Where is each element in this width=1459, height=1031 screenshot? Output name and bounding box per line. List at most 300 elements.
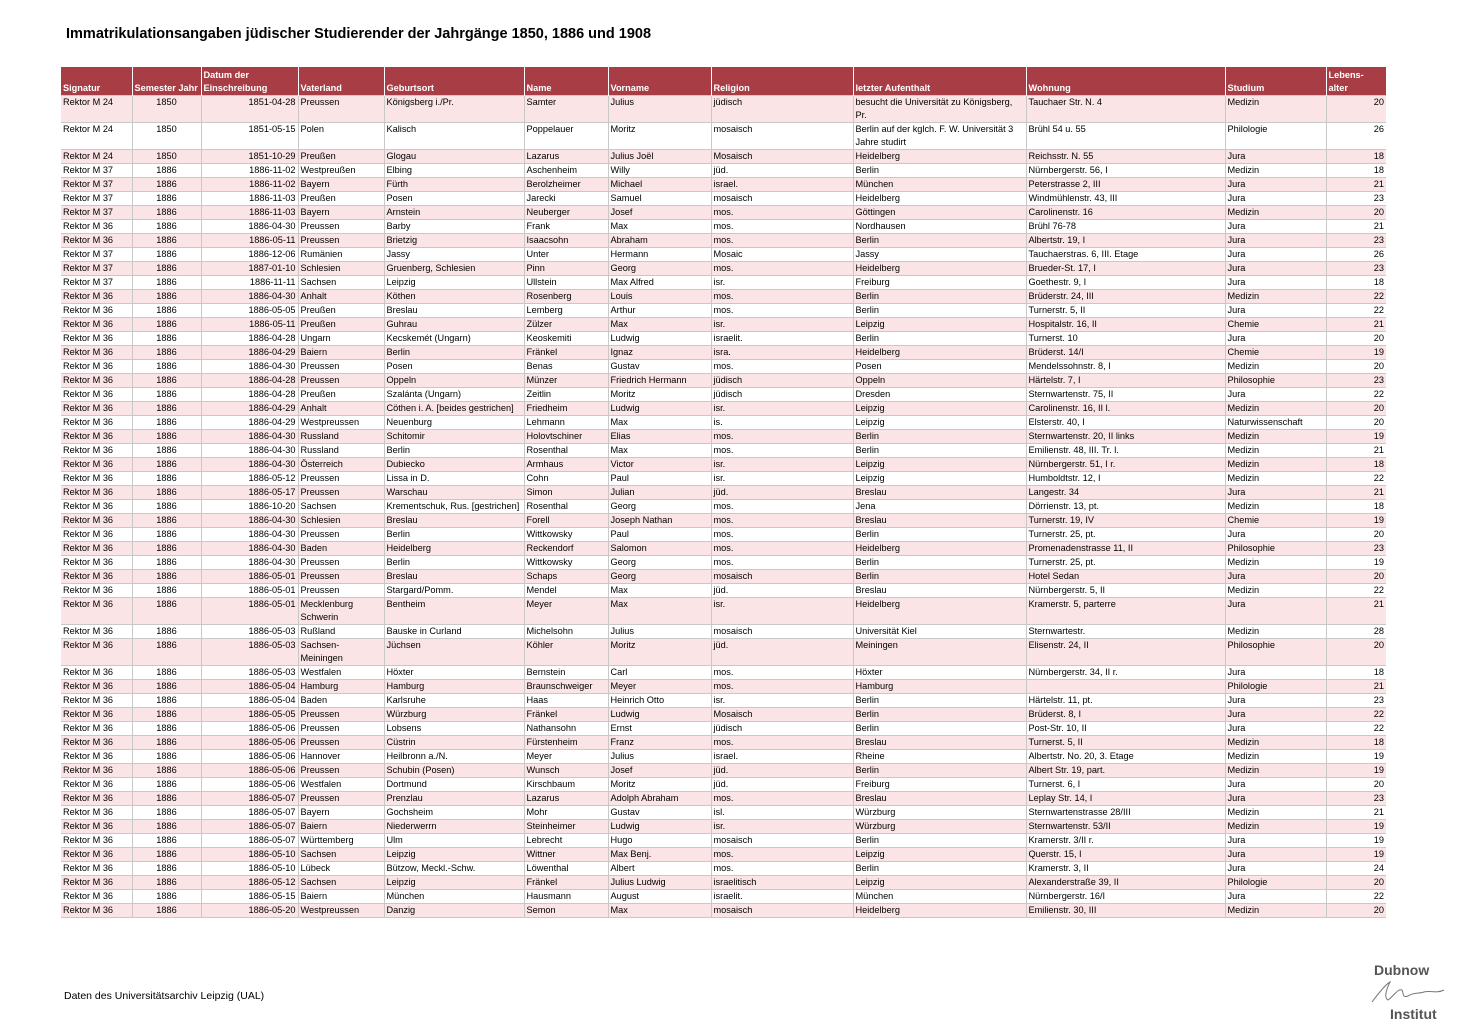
cell-wohnung: Post-Str. 10, II bbox=[1026, 722, 1225, 736]
cell-studium: Medizin bbox=[1225, 472, 1326, 486]
cell-geburtsort: Guhrau bbox=[384, 318, 524, 332]
cell-vaterland: Preussen bbox=[298, 764, 384, 778]
cell-vorname: Moritz bbox=[608, 639, 711, 666]
cell-vaterland: Baiern bbox=[298, 820, 384, 834]
cell-vaterland: Sachsen-Meiningen bbox=[298, 639, 384, 666]
cell-datum: 1886-04-30 bbox=[201, 360, 298, 374]
cell-semester: 1886 bbox=[132, 722, 201, 736]
cell-religion: mos. bbox=[711, 304, 853, 318]
cell-religion: mos. bbox=[711, 680, 853, 694]
cell-name: Schaps bbox=[524, 570, 608, 584]
cell-semester: 1886 bbox=[132, 750, 201, 764]
cell-signatur: Rektor M 37 bbox=[61, 276, 132, 290]
cell-signatur: Rektor M 36 bbox=[61, 778, 132, 792]
cell-wohnung: Mendelssohnstr. 8, I bbox=[1026, 360, 1225, 374]
cell-studium: Medizin bbox=[1225, 360, 1326, 374]
cell-vorname: Michael bbox=[608, 178, 711, 192]
cell-datum: 1887-01-10 bbox=[201, 262, 298, 276]
cell-vorname: Arthur bbox=[608, 304, 711, 318]
cell-name: Holovtschiner bbox=[524, 430, 608, 444]
cell-studium: Jura bbox=[1225, 834, 1326, 848]
cell-aufenthalt: Leipzig bbox=[853, 876, 1026, 890]
cell-signatur: Rektor M 36 bbox=[61, 904, 132, 918]
cell-geburtsort: Leipzig bbox=[384, 848, 524, 862]
col-header-religion: Religion bbox=[711, 67, 853, 96]
cell-datum: 1886-05-06 bbox=[201, 764, 298, 778]
cell-studium: Jura bbox=[1225, 332, 1326, 346]
cell-vaterland: Preussen bbox=[298, 708, 384, 722]
cell-vorname: Georg bbox=[608, 570, 711, 584]
cell-studium: Jura bbox=[1225, 192, 1326, 206]
table-row bbox=[61, 750, 1386, 764]
cell-geburtsort: Schitomir bbox=[384, 430, 524, 444]
cell-datum: 1886-05-17 bbox=[201, 486, 298, 500]
cell-alter: 19 bbox=[1326, 556, 1386, 570]
cell-studium: Medizin bbox=[1225, 556, 1326, 570]
cell-vorname: Moritz bbox=[608, 778, 711, 792]
cell-alter: 19 bbox=[1326, 820, 1386, 834]
table-row bbox=[61, 666, 1386, 680]
cell-religion: mosaisch bbox=[711, 123, 853, 150]
cell-geburtsort: Prenzlau bbox=[384, 792, 524, 806]
table-row bbox=[61, 318, 1386, 332]
col-header-aufenthalt: letzter Aufenthalt bbox=[853, 67, 1026, 96]
col-header-semester: Semester Jahr bbox=[132, 67, 201, 96]
cell-name: Hausmann bbox=[524, 890, 608, 904]
cell-vorname: Georg bbox=[608, 262, 711, 276]
table-row bbox=[61, 764, 1386, 778]
cell-wohnung: Nürnbergerstr. 51, I r. bbox=[1026, 458, 1225, 472]
cell-alter: 20 bbox=[1326, 639, 1386, 666]
cell-datum: 1886-04-28 bbox=[201, 388, 298, 402]
cell-aufenthalt: Posen bbox=[853, 360, 1026, 374]
cell-wohnung: Nürnbergerstr. 34, II r. bbox=[1026, 666, 1225, 680]
cell-studium: Philosophie bbox=[1225, 374, 1326, 388]
cell-religion: mos. bbox=[711, 500, 853, 514]
cell-aufenthalt: Würzburg bbox=[853, 806, 1026, 820]
cell-aufenthalt: Rheine bbox=[853, 750, 1026, 764]
cell-signatur: Rektor M 36 bbox=[61, 332, 132, 346]
cell-name: Lebrecht bbox=[524, 834, 608, 848]
table-row bbox=[61, 248, 1386, 262]
cell-semester: 1886 bbox=[132, 346, 201, 360]
cell-name: Semon bbox=[524, 904, 608, 918]
cell-studium: Jura bbox=[1225, 262, 1326, 276]
cell-vaterland: Preussen bbox=[298, 486, 384, 500]
cell-aufenthalt: Göttingen bbox=[853, 206, 1026, 220]
cell-name: Mohr bbox=[524, 806, 608, 820]
cell-wohnung: Leplay Str. 14, I bbox=[1026, 792, 1225, 806]
cell-vorname: Max bbox=[608, 220, 711, 234]
cell-studium: Medizin bbox=[1225, 750, 1326, 764]
table-row bbox=[61, 680, 1386, 694]
cell-vorname: Josef bbox=[608, 764, 711, 778]
cell-vorname: Ernst bbox=[608, 722, 711, 736]
cell-name: Meyer bbox=[524, 750, 608, 764]
cell-religion: isr. bbox=[711, 820, 853, 834]
cell-vaterland: Lübeck bbox=[298, 862, 384, 876]
cell-datum: 1886-05-07 bbox=[201, 820, 298, 834]
cell-religion: mos. bbox=[711, 792, 853, 806]
cell-studium: Jura bbox=[1225, 778, 1326, 792]
cell-semester: 1886 bbox=[132, 708, 201, 722]
table-row bbox=[61, 192, 1386, 206]
cell-wohnung: Turnerstr. 25, pt. bbox=[1026, 556, 1225, 570]
cell-wohnung: Albertstr. No. 20, 3. Etage bbox=[1026, 750, 1225, 764]
cell-geburtsort: Kalisch bbox=[384, 123, 524, 150]
cell-religion: isl. bbox=[711, 806, 853, 820]
cell-studium: Jura bbox=[1225, 234, 1326, 248]
cell-signatur: Rektor M 36 bbox=[61, 736, 132, 750]
cell-datum: 1886-04-30 bbox=[201, 528, 298, 542]
cell-vorname: Adolph Abraham bbox=[608, 792, 711, 806]
cell-geburtsort: Arnstein bbox=[384, 206, 524, 220]
cell-studium: Jura bbox=[1225, 248, 1326, 262]
cell-geburtsort: Stargard/Pomm. bbox=[384, 584, 524, 598]
cell-studium: Medizin bbox=[1225, 402, 1326, 416]
table-row bbox=[61, 514, 1386, 528]
cell-geburtsort: München bbox=[384, 890, 524, 904]
table-row bbox=[61, 778, 1386, 792]
cell-datum: 1886-04-29 bbox=[201, 402, 298, 416]
cell-semester: 1886 bbox=[132, 360, 201, 374]
table-row bbox=[61, 472, 1386, 486]
cell-geburtsort: Warschau bbox=[384, 486, 524, 500]
cell-vorname: Georg bbox=[608, 556, 711, 570]
cell-vaterland: Bayern bbox=[298, 806, 384, 820]
cell-semester: 1886 bbox=[132, 500, 201, 514]
cell-datum: 1886-04-30 bbox=[201, 542, 298, 556]
cell-geburtsort: Karlsruhe bbox=[384, 694, 524, 708]
cell-alter: 18 bbox=[1326, 736, 1386, 750]
cell-geburtsort: Posen bbox=[384, 192, 524, 206]
col-header-datum bbox=[201, 67, 298, 96]
cell-vaterland: Sachsen bbox=[298, 876, 384, 890]
cell-geburtsort: Cöthen i. A. [beides gestrichen] bbox=[384, 402, 524, 416]
cell-signatur: Rektor M 36 bbox=[61, 680, 132, 694]
cell-aufenthalt: Berlin bbox=[853, 722, 1026, 736]
cell-alter: 22 bbox=[1326, 708, 1386, 722]
cell-vaterland: Preussen bbox=[298, 584, 384, 598]
cell-signatur: Rektor M 36 bbox=[61, 430, 132, 444]
cell-datum: 1886-04-30 bbox=[201, 556, 298, 570]
cell-name: Pinn bbox=[524, 262, 608, 276]
cell-religion: mos. bbox=[711, 736, 853, 750]
cell-studium: Medizin bbox=[1225, 806, 1326, 820]
cell-name: Wittkowsky bbox=[524, 528, 608, 542]
cell-signatur: Rektor M 36 bbox=[61, 290, 132, 304]
cell-semester: 1886 bbox=[132, 904, 201, 918]
cell-vaterland: Baiern bbox=[298, 346, 384, 360]
cell-signatur: Rektor M 36 bbox=[61, 458, 132, 472]
table-row bbox=[61, 388, 1386, 402]
table-row bbox=[61, 332, 1386, 346]
cell-datum: 1886-11-03 bbox=[201, 206, 298, 220]
cell-datum: 1886-05-03 bbox=[201, 625, 298, 639]
cell-vaterland: Bayern bbox=[298, 206, 384, 220]
cell-wohnung: Querstr. 15, I bbox=[1026, 848, 1225, 862]
cell-name: Berolzheimer bbox=[524, 178, 608, 192]
cell-geburtsort: Gochsheim bbox=[384, 806, 524, 820]
col-header-datum-line1: Datum der bbox=[203, 70, 249, 80]
cell-name: Reckendorf bbox=[524, 542, 608, 556]
cell-datum: 1886-05-06 bbox=[201, 722, 298, 736]
cell-name: Kirschbaum bbox=[524, 778, 608, 792]
cell-datum: 1886-04-30 bbox=[201, 290, 298, 304]
cell-signatur: Rektor M 36 bbox=[61, 820, 132, 834]
cell-religion: mos. bbox=[711, 542, 853, 556]
cell-religion: isr. bbox=[711, 276, 853, 290]
cell-geburtsort: Brietzig bbox=[384, 234, 524, 248]
cell-aufenthalt: Meiningen bbox=[853, 639, 1026, 666]
cell-vaterland: Preußen bbox=[298, 388, 384, 402]
cell-studium: Philosophie bbox=[1225, 639, 1326, 666]
cell-signatur: Rektor M 36 bbox=[61, 416, 132, 430]
cell-wohnung: Albert Str. 19, part. bbox=[1026, 764, 1225, 778]
cell-semester: 1886 bbox=[132, 290, 201, 304]
cell-vaterland: Westpreußen bbox=[298, 164, 384, 178]
cell-vaterland: Sachsen bbox=[298, 500, 384, 514]
cell-datum: 1886-05-15 bbox=[201, 890, 298, 904]
cell-religion: mos. bbox=[711, 514, 853, 528]
table-row bbox=[61, 876, 1386, 890]
cell-vaterland: Preußen bbox=[298, 304, 384, 318]
table-row bbox=[61, 416, 1386, 430]
cell-semester: 1886 bbox=[132, 848, 201, 862]
cell-alter: 20 bbox=[1326, 876, 1386, 890]
cell-signatur: Rektor M 36 bbox=[61, 444, 132, 458]
table-row bbox=[61, 806, 1386, 820]
cell-geburtsort: Köthen bbox=[384, 290, 524, 304]
cell-name: Zülzer bbox=[524, 318, 608, 332]
cell-studium: Medizin bbox=[1225, 444, 1326, 458]
cell-aufenthalt: München bbox=[853, 890, 1026, 904]
cell-signatur: Rektor M 36 bbox=[61, 625, 132, 639]
cell-vaterland: Anhalt bbox=[298, 402, 384, 416]
cell-signatur: Rektor M 36 bbox=[61, 374, 132, 388]
cell-wohnung: Elisenstr. 24, II bbox=[1026, 639, 1225, 666]
cell-religion: mos. bbox=[711, 528, 853, 542]
cell-semester: 1886 bbox=[132, 318, 201, 332]
cell-studium: Medizin bbox=[1225, 96, 1326, 123]
cell-name: Rosenberg bbox=[524, 290, 608, 304]
cell-geburtsort: Posen bbox=[384, 360, 524, 374]
table-row bbox=[61, 890, 1386, 904]
cell-alter: 18 bbox=[1326, 458, 1386, 472]
cell-signatur: Rektor M 36 bbox=[61, 708, 132, 722]
cell-vorname: Joseph Nathan bbox=[608, 514, 711, 528]
cell-signatur: Rektor M 37 bbox=[61, 206, 132, 220]
cell-alter: 26 bbox=[1326, 123, 1386, 150]
cell-signatur: Rektor M 36 bbox=[61, 834, 132, 848]
cell-wohnung: Turnerstr. 5, II bbox=[1026, 304, 1225, 318]
cell-signatur: Rektor M 37 bbox=[61, 192, 132, 206]
cell-studium: Jura bbox=[1225, 792, 1326, 806]
cell-semester: 1886 bbox=[132, 876, 201, 890]
cell-vorname: Franz bbox=[608, 736, 711, 750]
cell-alter: 20 bbox=[1326, 778, 1386, 792]
cell-name: Lazarus bbox=[524, 150, 608, 164]
cell-vaterland: Preussen bbox=[298, 736, 384, 750]
cell-geburtsort: Bentheim bbox=[384, 598, 524, 625]
cell-name: Lemberg bbox=[524, 304, 608, 318]
cell-wohnung: Turnerst. 5, II bbox=[1026, 736, 1225, 750]
cell-signatur: Rektor M 36 bbox=[61, 388, 132, 402]
cell-name: Frank bbox=[524, 220, 608, 234]
cell-aufenthalt: Heidelberg bbox=[853, 904, 1026, 918]
cell-religion: mos. bbox=[711, 206, 853, 220]
cell-name: Wittkowsky bbox=[524, 556, 608, 570]
cell-aufenthalt: Höxter bbox=[853, 666, 1026, 680]
cell-aufenthalt: Leipzig bbox=[853, 848, 1026, 862]
cell-semester: 1886 bbox=[132, 542, 201, 556]
cell-aufenthalt: Berlin bbox=[853, 570, 1026, 584]
cell-vorname: Julius bbox=[608, 625, 711, 639]
table-row bbox=[61, 862, 1386, 876]
cell-religion: mos. bbox=[711, 262, 853, 276]
cell-vorname: Salomon bbox=[608, 542, 711, 556]
cell-vorname: Max bbox=[608, 318, 711, 332]
cell-aufenthalt: Hamburg bbox=[853, 680, 1026, 694]
cell-aufenthalt: Universität Kiel bbox=[853, 625, 1026, 639]
cell-studium: Philologie bbox=[1225, 123, 1326, 150]
cell-wohnung: Nürnbergerstr. 16/I bbox=[1026, 890, 1225, 904]
cell-semester: 1886 bbox=[132, 736, 201, 750]
cell-signatur: Rektor M 37 bbox=[61, 248, 132, 262]
cell-vaterland: Westpreussen bbox=[298, 904, 384, 918]
cell-religion: mos. bbox=[711, 862, 853, 876]
cell-religion: isr. bbox=[711, 318, 853, 332]
col-header-signatur: Signatur bbox=[61, 67, 132, 96]
cell-studium: Philologie bbox=[1225, 876, 1326, 890]
cell-semester: 1886 bbox=[132, 472, 201, 486]
cell-alter: 20 bbox=[1326, 570, 1386, 584]
cell-semester: 1886 bbox=[132, 820, 201, 834]
cell-datum: 1886-04-30 bbox=[201, 458, 298, 472]
cell-semester: 1886 bbox=[132, 262, 201, 276]
cell-datum: 1886-05-03 bbox=[201, 639, 298, 666]
cell-signatur: Rektor M 36 bbox=[61, 360, 132, 374]
cell-signatur: Rektor M 36 bbox=[61, 806, 132, 820]
cell-name: Fränkel bbox=[524, 708, 608, 722]
cell-alter: 21 bbox=[1326, 806, 1386, 820]
cell-datum: 1886-05-20 bbox=[201, 904, 298, 918]
cell-aufenthalt: Leipzig bbox=[853, 416, 1026, 430]
cell-vaterland: Schlesien bbox=[298, 514, 384, 528]
cell-vorname: Gustav bbox=[608, 806, 711, 820]
cell-studium: Jura bbox=[1225, 150, 1326, 164]
cell-geburtsort: Würzburg bbox=[384, 708, 524, 722]
cell-datum: 1886-10-20 bbox=[201, 500, 298, 514]
cell-aufenthalt: Berlin bbox=[853, 304, 1026, 318]
cell-studium: Jura bbox=[1225, 694, 1326, 708]
cell-signatur: Rektor M 36 bbox=[61, 584, 132, 598]
cell-datum: 1886-11-02 bbox=[201, 178, 298, 192]
cell-semester: 1886 bbox=[132, 639, 201, 666]
cell-name: Samter bbox=[524, 96, 608, 123]
cell-studium: Medizin bbox=[1225, 290, 1326, 304]
cell-name: Rosenthal bbox=[524, 500, 608, 514]
cell-signatur: Rektor M 36 bbox=[61, 500, 132, 514]
cell-datum: 1886-04-29 bbox=[201, 416, 298, 430]
cell-datum: 1886-05-11 bbox=[201, 234, 298, 248]
cell-name: Poppelauer bbox=[524, 123, 608, 150]
cell-religion: jüdisch bbox=[711, 388, 853, 402]
cell-studium: Medizin bbox=[1225, 820, 1326, 834]
cell-religion: jüdisch bbox=[711, 722, 853, 736]
cell-vorname: Max bbox=[608, 598, 711, 625]
cell-aufenthalt: Jassy bbox=[853, 248, 1026, 262]
cell-aufenthalt: Breslau bbox=[853, 792, 1026, 806]
col-header-alter-line2: alter bbox=[1328, 83, 1348, 93]
cell-signatur: Rektor M 24 bbox=[61, 123, 132, 150]
cell-vaterland: Ungarn bbox=[298, 332, 384, 346]
cell-studium: Jura bbox=[1225, 862, 1326, 876]
cell-semester: 1886 bbox=[132, 806, 201, 820]
cell-vorname: Max bbox=[608, 416, 711, 430]
cell-semester: 1886 bbox=[132, 458, 201, 472]
cell-religion: isr. bbox=[711, 598, 853, 625]
cell-signatur: Rektor M 36 bbox=[61, 848, 132, 862]
cell-datum: 1886-05-10 bbox=[201, 848, 298, 862]
cell-wohnung: Goethestr. 9, I bbox=[1026, 276, 1225, 290]
cell-semester: 1886 bbox=[132, 332, 201, 346]
table-row bbox=[61, 458, 1386, 472]
cell-aufenthalt: Breslau bbox=[853, 514, 1026, 528]
cell-aufenthalt: Berlin bbox=[853, 708, 1026, 722]
cell-vaterland: Preussen bbox=[298, 234, 384, 248]
table-row bbox=[61, 736, 1386, 750]
cell-alter: 20 bbox=[1326, 360, 1386, 374]
cell-alter: 21 bbox=[1326, 680, 1386, 694]
cell-vorname: Max bbox=[608, 904, 711, 918]
cell-signatur: Rektor M 36 bbox=[61, 639, 132, 666]
cell-vaterland: Preußen bbox=[298, 192, 384, 206]
cell-geburtsort: Krementschuk, Rus. [gestrichen] bbox=[384, 500, 524, 514]
cell-religion: mos. bbox=[711, 666, 853, 680]
cell-datum: 1886-11-02 bbox=[201, 164, 298, 178]
cell-geburtsort: Dubiecko bbox=[384, 458, 524, 472]
cell-geburtsort: Heilbronn a./N. bbox=[384, 750, 524, 764]
cell-semester: 1886 bbox=[132, 276, 201, 290]
cell-alter: 22 bbox=[1326, 304, 1386, 318]
table-row bbox=[61, 430, 1386, 444]
cell-name: Haas bbox=[524, 694, 608, 708]
cell-vaterland: Preußen bbox=[298, 150, 384, 164]
cell-datum: 1886-04-30 bbox=[201, 444, 298, 458]
cell-studium: Philosophie bbox=[1225, 542, 1326, 556]
col-header-alter bbox=[1326, 67, 1386, 96]
cell-name: Wittner bbox=[524, 848, 608, 862]
cell-datum: 1886-05-04 bbox=[201, 680, 298, 694]
cell-datum: 1886-05-01 bbox=[201, 598, 298, 625]
cell-wohnung: Turnerstr. 25, pt. bbox=[1026, 528, 1225, 542]
cell-studium: Medizin bbox=[1225, 736, 1326, 750]
table-row bbox=[61, 542, 1386, 556]
cell-vorname: Georg bbox=[608, 500, 711, 514]
cell-semester: 1886 bbox=[132, 584, 201, 598]
cell-religion: jüdisch bbox=[711, 374, 853, 388]
cell-semester: 1886 bbox=[132, 556, 201, 570]
cell-wohnung: Brüderst. 14/I bbox=[1026, 346, 1225, 360]
cell-aufenthalt: Leipzig bbox=[853, 402, 1026, 416]
cell-wohnung: Sternwartenstr. 75, II bbox=[1026, 388, 1225, 402]
cell-semester: 1886 bbox=[132, 792, 201, 806]
cell-vorname: Julian bbox=[608, 486, 711, 500]
cell-alter: 22 bbox=[1326, 290, 1386, 304]
col-header-name: Name bbox=[524, 67, 608, 96]
cell-signatur: Rektor M 36 bbox=[61, 234, 132, 248]
